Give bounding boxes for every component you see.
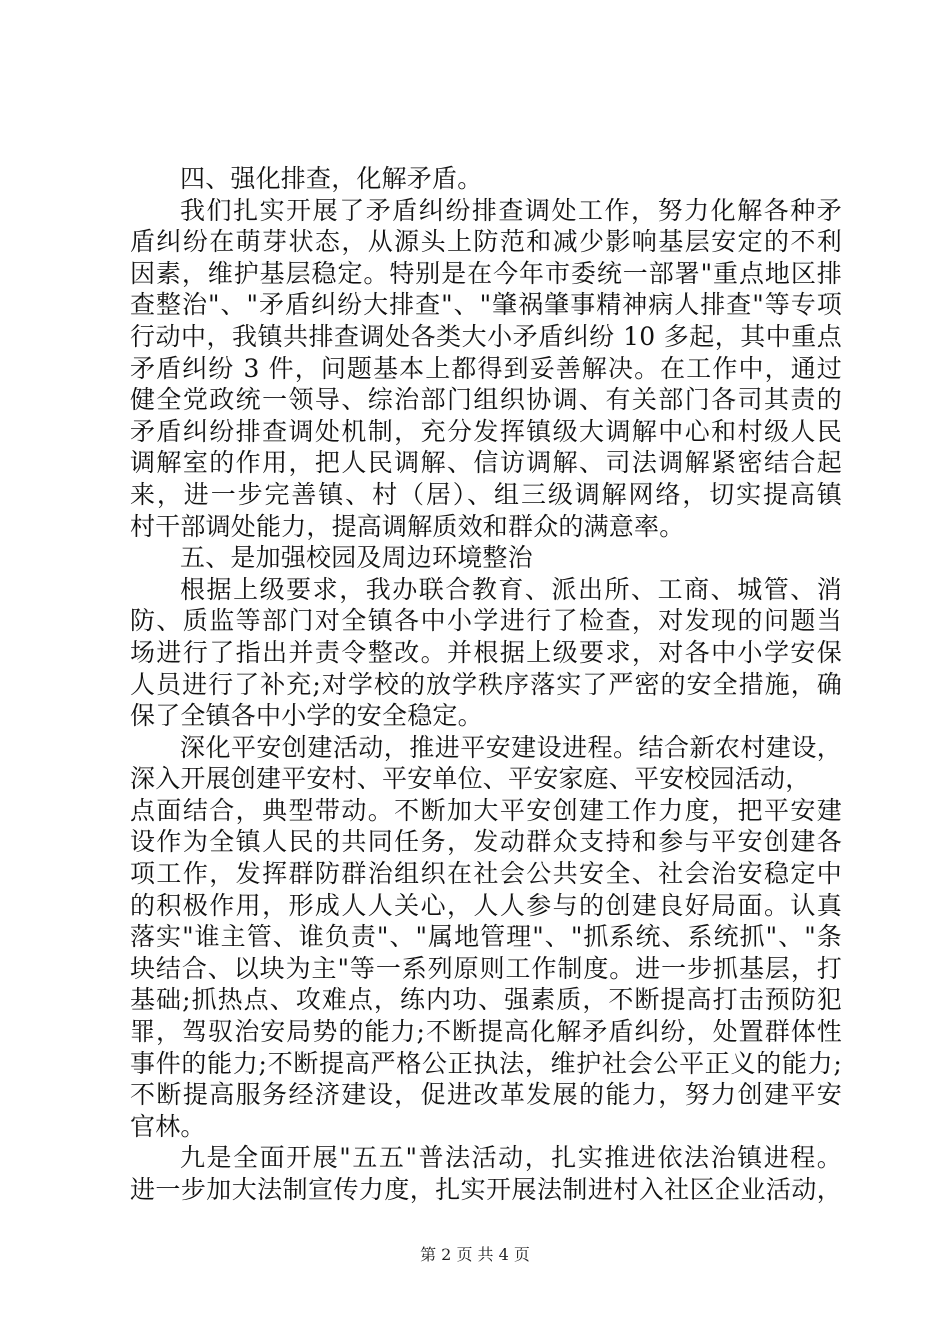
text-line: 调解室的作用，把人民调解、信访调解、司法调解紧密结合起 [130,448,842,478]
text-line: 块结合、以块为主"等一系列原则工作制度。进一步抓基层，打 [130,953,842,983]
text-line: 矛盾纠纷 3 件，问题基本上都得到妥善解决。在工作中，通过 [130,353,842,383]
text-line: 点面结合，典型带动。不断加大平安创建工作力度，把平安建 [130,795,842,825]
text-line: 九是全面开展"五五"普法活动，扎实推进依法治镇进程。 [180,1143,842,1173]
text-line: 来，进一步完善镇、村（居）、组三级调解网络，切实提高镇 [130,479,842,509]
text-line: 盾纠纷在萌芽状态，从源头上防范和减少影响基层安定的不利 [130,227,842,257]
text-line: 村干部调处能力，提高调解质效和群众的满意率。 [130,511,685,541]
document-body [130,163,842,1206]
text-line: 保了全镇各中小学的安全稳定。 [130,701,483,731]
text-line: 事件的能力;不断提高严格公正执法，维护社会公平正义的能力; [130,1048,842,1078]
text-line: 项工作，发挥群防群治组织在社会公共安全、社会治安稳定中 [130,859,842,889]
text-line: 不断提高服务经济建设，促进改革发展的能力，努力创建平安 [130,1080,842,1110]
text-line: 深入开展创建平安村、平安单位、平安家庭、平安校园活动， [130,764,811,794]
text-line: 我们扎实开展了矛盾纠纷排查调处工作，努力化解各种矛 [180,195,842,225]
text-line: 根据上级要求，我办联合教育、派出所、工商、城管、消 [180,574,842,604]
page-footer: 第 2 页 共 4 页 [420,1245,530,1264]
text-line: 四、强化排查，化解矛盾。 [180,164,483,193]
text-line: 落实"谁主管、谁负责"、"属地管理"、"抓系统、系统抓"、"条 [130,922,842,952]
text-line: 因素，维护基层稳定。特别是在今年市委统一部署"重点地区排 [130,258,842,288]
text-line: 行动中，我镇共排查调处各类大小矛盾纠纷 10 多起，其中重点 [130,321,842,351]
text-line: 深化平安创建活动，推进平安建设进程。结合新农村建设， [180,732,842,762]
text-line: 防、质监等部门对全镇各中小学进行了检查，对发现的问题当 [130,606,842,636]
text-line: 场进行了指出并责令整改。并根据上级要求，对各中小学安保 [130,637,842,667]
text-line: 基础;抓热点、攻难点，练内功、强素质，不断提高打击预防犯 [130,985,842,1015]
text-line: 罪，驾驭治安局势的能力;不断提高化解矛盾纠纷，处置群体性 [130,1017,842,1047]
text-line: 五、是加强校园及周边环境整治 [180,543,533,573]
text-line: 健全党政统一领导、综治部门组织协调、有关部门各司其责的 [130,385,842,415]
text-line: 的积极作用，形成人人关心，人人参与的创建良好局面。认真 [130,890,842,920]
text-line: 设作为全镇人民的共同任务，发动群众支持和参与平安创建各 [130,827,842,857]
text-line: 进一步加大法制宣传力度，扎实开展法制进村入社区企业活动， [130,1175,842,1204]
text-line: 官林。 [130,1111,206,1141]
text-line: 查整治"、"矛盾纠纷大排查"、"肇祸肇事精神病人排查"等专项 [130,290,842,320]
text-line: 人员进行了补充;对学校的放学秩序落实了严密的安全措施，确 [130,669,842,699]
text-line: 矛盾纠纷排查调处机制，充分发挥镇级大调解中心和村级人民 [130,416,842,446]
